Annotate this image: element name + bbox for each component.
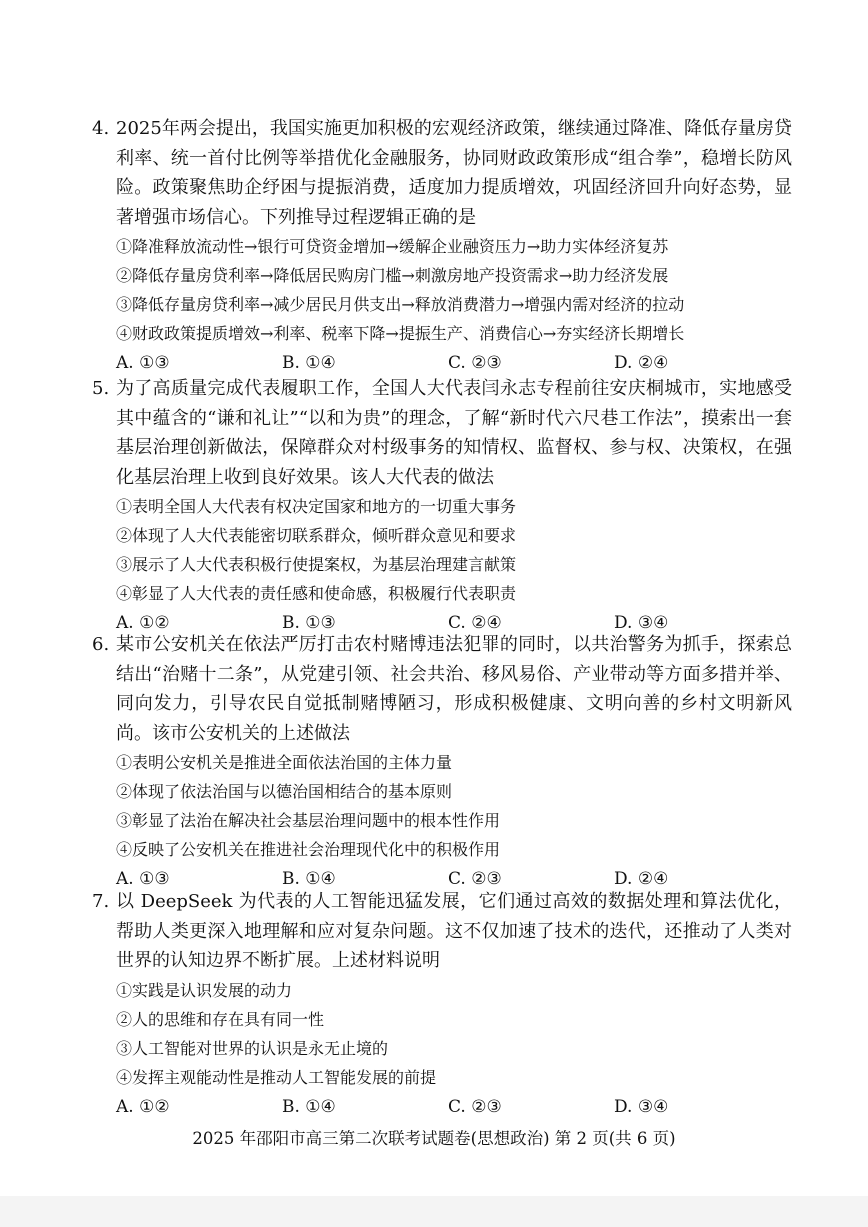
question-5 — [92, 374, 792, 638]
answer-choices — [92, 1092, 792, 1122]
question-stem — [92, 114, 792, 232]
option-statement: ②降低存量房贷利率→降低居民购房门槛→刺激房地产投资需求→助力经济发展 — [116, 266, 669, 285]
choice-b: B. ①④ — [282, 353, 336, 373]
option-statement: ②人的思维和存在具有同一性 — [116, 1009, 325, 1029]
choice-a: A. ①② — [116, 613, 170, 633]
choice-c: C. ②③ — [448, 869, 502, 889]
option-statement: ④发挥主观能动性是推动人工智能发展的前提 — [116, 1067, 437, 1087]
question-number: 6. — [92, 634, 110, 655]
option-statement: ③人工智能对世界的认识是永无止境的 — [116, 1038, 389, 1058]
question-text: 2025年两会提出，我国实施更加积极的宏观经济政策，继续通过降准、降低存量房贷利率、统一首付比例等举措优化金融服务，协同财政政策形成“组合拳”，稳增长防风险。政策聚焦助企纾困与提振消费，适度加力提质增效，巩固经济回升向好态势，显著增强市场信心。下列推导过程逻辑正确的是 — [116, 118, 792, 228]
question-stem — [92, 630, 792, 748]
option-statement: ③降低存量房贷利率→减少居民月供支出→释放消费潜力→增强内需对经济的拉动 — [116, 295, 685, 314]
option-statement: ②体现了依法治国与以德治国相结合的基本原则 — [116, 782, 453, 801]
choice-a: A. ①③ — [116, 869, 170, 889]
question-number: 4. — [92, 118, 110, 139]
option-statement: ③展示了人大代表积极行使提案权，为基层治理建言献策 — [116, 555, 517, 574]
choice-d: D. ②④ — [614, 353, 669, 373]
choice-c: C. ②③ — [448, 1096, 502, 1117]
option-statement: ①表明公安机关是推进全面依法治国的主体力量 — [116, 753, 453, 772]
choice-b: B. ①④ — [282, 869, 336, 889]
question-7 — [92, 887, 792, 1122]
option-statement: ④财政政策提质增效→利率、税率下降→提振生产、消费信心→夯实经济长期增长 — [116, 324, 685, 343]
question-text: 为了高质量完成代表履职工作，全国人大代表闫永志专程前往安庆桐城市，实地感受其中蕴含的“谦和礼让”“以和为贵”的理念，了解“新时代六尺巷工作法”，摸索出一套基层治理创新做法，保障群众对村级事务的知情权、监督权、参与权、决策权，在强化基层治理上收到良好效果。该人大代表的做法 — [116, 378, 792, 488]
option-statement: ④彰显了人大代表的责任感和使命感，积极履行代表职责 — [116, 584, 517, 603]
option-statement: ①实践是认识发展的动力 — [116, 980, 293, 1000]
choice-a: A. ①③ — [116, 353, 170, 373]
question-6 — [92, 630, 792, 894]
choice-d: D. ②④ — [614, 869, 669, 889]
choice-c: C. ②④ — [448, 613, 502, 633]
choice-a: A. ①② — [116, 1096, 170, 1117]
question-4 — [92, 114, 792, 378]
option-statement: ④反映了公安机关在推进社会治理现代化中的积极作用 — [116, 840, 501, 859]
question-number: 7. — [92, 891, 110, 912]
scan-edge — [0, 1196, 868, 1227]
choice-b: B. ①③ — [282, 613, 336, 633]
option-statement: ①表明全国人大代表有权决定国家和地方的一切重大事务 — [116, 497, 517, 516]
option-statement: ③彰显了法治在解决社会基层治理问题中的根本性作用 — [116, 811, 501, 830]
option-statement: ②体现了人大代表能密切联系群众，倾听群众意见和要求 — [116, 526, 517, 545]
option-statement: ①降准释放流动性→银行可贷资金增加→缓解企业融资压力→助力实体经济复苏 — [116, 237, 669, 256]
choice-b: B. ①④ — [282, 1096, 336, 1117]
choice-d: D. ③④ — [614, 613, 669, 633]
page-footer: 2025 年邵阳市高三第二次联考试题卷(思想政治) 第 2 页(共 6 页) — [192, 1129, 676, 1148]
choice-d: D. ③④ — [614, 1096, 669, 1117]
question-text: 以 DeepSeek 为代表的人工智能迅猛发展，它们通过高效的数据处理和算法优化，帮助人类更深入地理解和应对复杂问题。这不仅加速了技术的迭代，还推动了人类对世界的认知边界不断扩展。上述材料说明 — [116, 891, 792, 971]
question-stem — [92, 374, 792, 492]
question-stem — [92, 887, 792, 976]
question-text: 某市公安机关在依法严厉打击农村赌博违法犯罪的同时，以共治警务为抓手，探索总结出“治赌十二条”，从党建引领、社会共治、移风易俗、产业带动等方面多措并举、同向发力，引导农民自觉抵制赌博陋习，形成积极健康、文明向善的乡村文明新风尚。该市公安机关的上述做法 — [116, 634, 792, 744]
question-number: 5. — [92, 378, 110, 399]
choice-c: C. ②③ — [448, 353, 502, 373]
